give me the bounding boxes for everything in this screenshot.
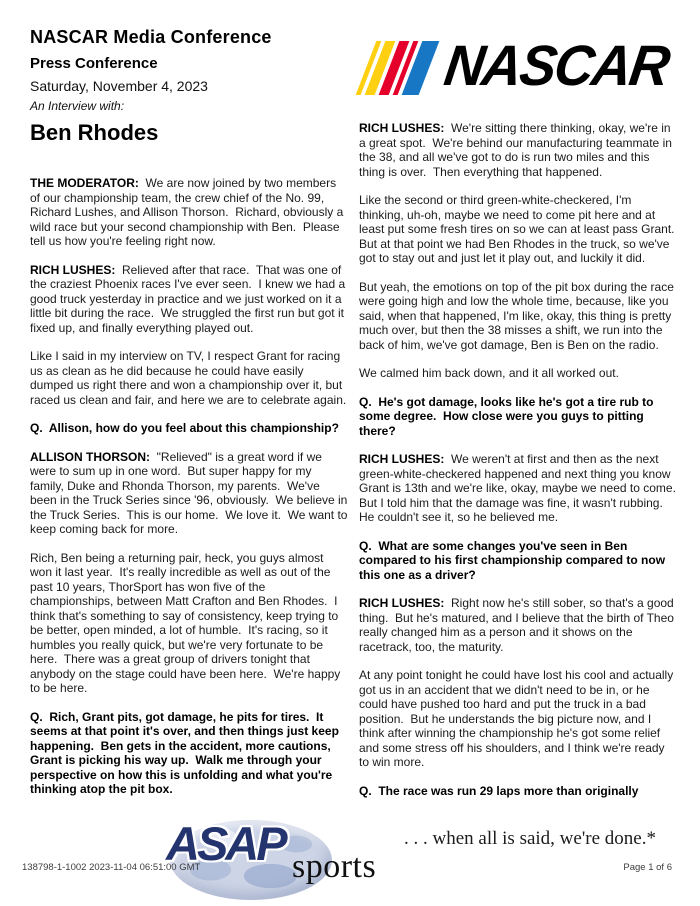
nascar-logo-stripes-icon [366, 41, 433, 95]
nascar-wordmark: NASCAR [440, 34, 673, 98]
interview-with-label: An Interview with: [30, 99, 125, 113]
speaker-label: RICH LUSHES: [359, 596, 445, 610]
transcript-paragraph: We calmed him back down, and it all worked out. [359, 366, 619, 380]
transcript-paragraph: Rich, Ben being a returning pair, heck, you guys almost won it last year. It's really incredible as well as out of the past 10 years, ThorSport has won five of the championships, between Matt Crafton and Ben Rhodes. I think that's something to say of consistency, keep trying to be better, open minded, a lot of humble. It's racing, so it humbles you really quick, but we're very fortunate to be here. There was a great group of drivers tonight that anybody on the stage could have been here. We're happy to be here. [30, 550, 344, 695]
sports-logo-text: sports [292, 848, 377, 885]
speaker-label: ALLISON THORSON: [30, 449, 150, 464]
asap-tagline: . . . when all is said, we're done.* [404, 828, 656, 849]
question-paragraph: Q. He's got damage, looks like he's got a tire rub to some degree. How close were you guys to pitting there? [359, 394, 657, 438]
speaker-label: Q. [30, 421, 43, 435]
transcript-paragraph: RICH LUSHES: Relieved after that race. That was one of the craziest Phoenix races I've ever seen. I knew we had a good truck yesterday in practice and we just worked on it a little bit during the race. We struggled the first run but got it fixed up, and finally everything played out. [30, 262, 349, 335]
speaker-label: Q. [359, 783, 372, 798]
speaker-label: RICH LUSHES: [359, 452, 445, 466]
transcript-paragraph: THE MODERATOR: We are now joined by two members of our championship team, the crew chief of the No. 99, Richard Lushes, and Allison Thorson. Richard, obviously a wild race but your second championship with Ben. Please tell us how you're feeling right now. [30, 176, 347, 248]
question-paragraph: Q. Allison, how do you feel about this championship? [30, 421, 339, 435]
asap-sports-logo [158, 818, 408, 904]
transcript-paragraph: RICH LUSHES: We weren't at first and then as the next green-white-checkered happened and next thing you know Grant is 13th and we're like, okay, maybe we need to come. But I told him that the damage was fine, it wasn't rubbing. He couldn't see it, so he believed me. [359, 452, 683, 524]
interviewee-name: Ben Rhodes [30, 120, 159, 145]
page-number: Page 1 of 6 [623, 862, 672, 873]
speaker-label: RICH LUSHES: [30, 262, 116, 277]
transcript-paragraph: Like I said in my interview on TV, I respect Grant for racing us as clean as he did because he could have easily dumped us right there and won a championship over it, but raced us clean and fair, and here we are to celebrate again. [30, 349, 347, 407]
transcript-paragraph: Like the second or third green-white-checkered, I'm thinking, uh-oh, maybe we need to come pit here and at least put some fresh tires on so we can at least pass Grant. But at that point we had Ben Rhodes in the truck, so we've got to stay out and just let it play out, and luckily it did. [359, 193, 682, 265]
speaker-label: Q. [359, 394, 372, 409]
speaker-label: THE MODERATOR: [30, 176, 139, 190]
document-id-timestamp: 138798-1-1002 2023-11-04 06:51:00 GMT [22, 862, 201, 873]
transcript-paragraph: RICH LUSHES: Right now he's still sober, so that's a good thing. But he's matured, and I believe that the birth of Theo really changed him as a person and it shows on the racetrack, too, the maturity. [359, 596, 678, 654]
transcript-left-column [30, 176, 351, 811]
asap-logo-text: ASAP [166, 817, 285, 870]
question-paragraph: Q. What are some changes you've seen in Ben compared to his first championship compared to now this one as a driver? [359, 538, 669, 582]
page-title: NASCAR Media Conference [30, 27, 272, 47]
question-paragraph: Q. Rich, Grant pits, got damage, he pits for tires. It seems at that point it's over, and then things just keep happening. Ben gets in the accident, more cautions, Grant is picking his way up. Walk me through your perspective on how this is unfolding and what you're thinking atop the pit box. [30, 709, 343, 796]
nascar-logo [366, 34, 673, 98]
document-header [30, 27, 272, 146]
conference-date: Saturday, November 4, 2023 [30, 78, 208, 94]
transcript-paragraph: But yeah, the emotions on top of the pit box during the race were going high and low the whole time, because, like you said, when that happened, I'm like, okay, this thing is pretty much over, but then the 38 misses a shift, we run into the back of him, we've got damage, Ben is Ben on the radio. [359, 279, 678, 352]
transcript-paragraph: RICH LUSHES: We're sitting there thinking, okay, we're in a great spot. We're behind our manufacturing teammate in the 38, and all we've got to do is run two miles and this thing is over. Then everything that happened. [359, 121, 676, 179]
transcript-paragraph: ALLISON THORSON: "Relieved" is a great word if we were to sum up in one word. But super happy for my family, Duke and Rhonda Thorson, my parents. We've been in the Truck Series since '96, obviously. We believe in the Truck Series. This is our home. We love it. We want to keep coming back for more. [30, 449, 351, 536]
transcript-right-column [359, 121, 683, 812]
speaker-label: Q. [359, 538, 372, 553]
footer-meta-row [22, 862, 672, 873]
speaker-label: RICH LUSHES: [359, 121, 445, 135]
question-paragraph: Q. The race was run 29 laps more than originally [359, 783, 639, 798]
press-conference-subtitle: Press Conference [30, 55, 158, 72]
transcript-paragraph: At any point tonight he could have lost his cool and actually got us in an accident that we didn't need to be in, or he could have pushed too hard and put the truck in a bad position. But he understands the big picture now, and I think after winning the championship he's got some relief and some stress off his shoulders, and I think we're ready to win more. [359, 668, 677, 769]
speaker-label: Q. [30, 709, 43, 724]
